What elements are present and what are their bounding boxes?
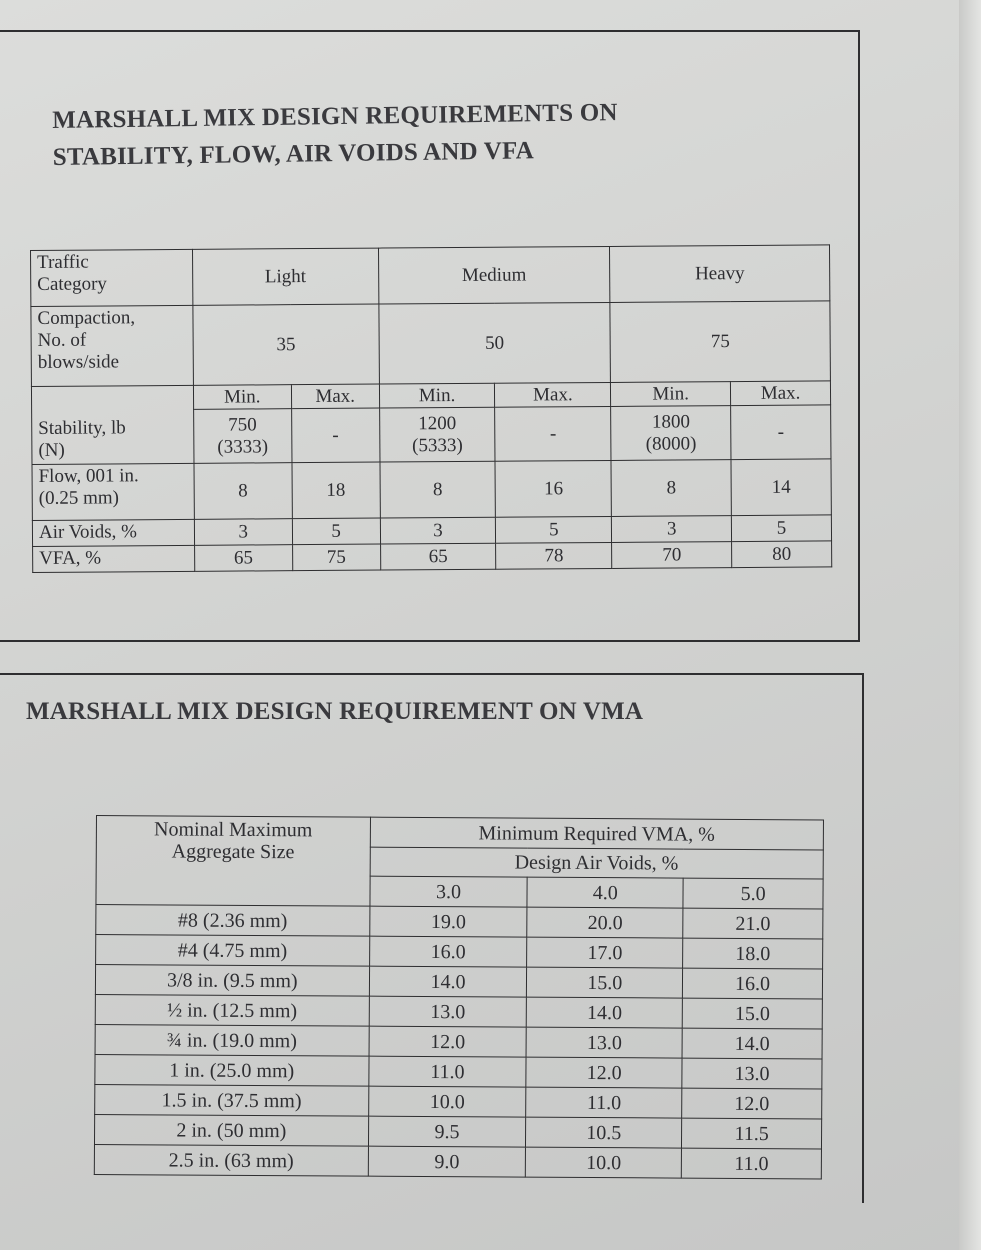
aggregate-size-cell: #8 (2.36 mm) <box>96 905 370 937</box>
flow-light-min: 8 <box>194 463 292 520</box>
stability-table <box>30 244 832 573</box>
vma-value-cell: 16.0 <box>369 936 527 967</box>
traffic-row <box>31 245 830 307</box>
vma-value-cell: 12.0 <box>369 1026 527 1057</box>
stability-medium-min: 1200 (5333) <box>379 407 495 462</box>
vma-value-cell: 16.0 <box>683 968 823 999</box>
aggregate-size-cell: ¾ in. (19.0 mm) <box>95 1024 369 1056</box>
table-row <box>95 1084 822 1118</box>
stability-light-min: 750 (3333) <box>193 409 291 464</box>
vma-section-title: MARSHALL MIX DESIGN REQUIREMENT ON VMA <box>26 698 644 725</box>
vma-value-cell: 11.5 <box>682 1118 822 1149</box>
table-row <box>96 935 823 969</box>
vma-value-cell: 10.0 <box>526 1147 682 1178</box>
vma-value-cell: 12.0 <box>526 1057 682 1088</box>
vfa-heavy-min: 70 <box>612 542 732 569</box>
flow-heavy-max: 14 <box>731 459 831 516</box>
vfa-medium-max: 78 <box>496 542 612 569</box>
traffic-category-label: Traffic Category <box>31 249 193 306</box>
aggregate-size-cell: #4 (4.75 mm) <box>96 935 370 967</box>
vma-value-cell: 20.0 <box>527 907 683 938</box>
table-row <box>95 1054 822 1088</box>
stability-light-max: - <box>291 408 379 463</box>
vma-value-cell: 14.0 <box>369 966 527 997</box>
stability-label: Stability, lb (N) <box>31 385 193 464</box>
compaction-heavy: 75 <box>610 301 830 383</box>
vma-value-cell: 9.5 <box>368 1116 526 1147</box>
air-voids-light-max: 5 <box>292 518 380 545</box>
stability-heavy-max: - <box>731 405 831 460</box>
aggregate-size-cell: ½ in. (12.5 mm) <box>95 994 369 1026</box>
aggregate-size-cell: 2 in. (50 mm) <box>94 1114 368 1146</box>
design-air-voids-header: Design Air Voids, % <box>370 847 824 879</box>
vma-value-cell: 10.0 <box>368 1086 526 1117</box>
vma-value-cell: 11.0 <box>681 1148 821 1179</box>
vma-value-cell: 19.0 <box>369 906 527 937</box>
category-heavy: Heavy <box>610 245 830 303</box>
air-voids-heavy-min: 3 <box>612 516 732 543</box>
flow-label: Flow, 001 in. (0.25 mm) <box>32 463 194 520</box>
vfa-light-max: 75 <box>292 544 380 571</box>
vma-value-cell: 14.0 <box>682 1028 822 1059</box>
vma-value-cell: 9.0 <box>368 1146 526 1177</box>
aggregate-size-cell: 3/8 in. (9.5 mm) <box>95 965 369 997</box>
vma-value-cell: 18.0 <box>683 938 823 969</box>
air-void-level-3: 3.0 <box>370 876 528 907</box>
vma-value-cell: 12.0 <box>682 1088 822 1119</box>
vma-value-cell: 15.0 <box>682 998 822 1029</box>
light-min-label: Min. <box>193 385 291 410</box>
vfa-medium-min: 65 <box>380 543 496 570</box>
heavy-min-label: Min. <box>611 382 731 407</box>
vma-value-cell: 11.0 <box>368 1056 526 1087</box>
vfa-heavy-max: 80 <box>732 541 832 568</box>
table-row <box>95 994 822 1028</box>
aggregate-size-cell: 2.5 in. (63 mm) <box>94 1144 368 1176</box>
title-line-2: STABILITY, FLOW, AIR VOIDS AND VFA <box>52 137 535 171</box>
page-edge <box>959 0 981 1250</box>
light-max-label: Max. <box>291 384 379 409</box>
stability-section-title <box>52 92 753 176</box>
air-voids-heavy-max: 5 <box>731 515 831 542</box>
vma-header-row <box>96 816 823 850</box>
compaction-medium: 50 <box>379 302 611 384</box>
heavy-max-label: Max. <box>731 381 831 406</box>
compaction-label: Compaction, No. of blows/side <box>31 305 193 386</box>
min-vma-header: Minimum Required VMA, % <box>370 817 824 850</box>
table-row <box>95 965 822 999</box>
medium-min-label: Min. <box>379 383 495 408</box>
compaction-light: 35 <box>193 304 379 385</box>
air-void-level-4: 4.0 <box>527 877 683 908</box>
vma-body <box>94 905 823 1179</box>
stability-medium-max: - <box>495 406 611 461</box>
vma-value-cell: 17.0 <box>527 937 683 968</box>
air-voids-medium-max: 5 <box>496 516 612 543</box>
flow-heavy-min: 8 <box>611 460 731 517</box>
air-voids-label: Air Voids, % <box>32 519 194 546</box>
vma-value-cell: 13.0 <box>682 1058 822 1089</box>
flow-medium-min: 8 <box>380 461 496 518</box>
title-line-1: MARSHALL MIX DESIGN REQUIREMENTS ON <box>52 99 618 134</box>
flow-light-max: 18 <box>292 462 380 519</box>
air-voids-light-min: 3 <box>194 519 292 546</box>
air-void-level-5: 5.0 <box>683 878 823 909</box>
table-row <box>95 1024 822 1058</box>
aggregate-size-cell: 1 in. (25.0 mm) <box>95 1054 369 1086</box>
vfa-label: VFA, % <box>33 545 195 572</box>
vma-value-cell: 10.5 <box>526 1117 682 1148</box>
aggregate-size-cell: 1.5 in. (37.5 mm) <box>95 1084 369 1116</box>
table-row <box>96 905 823 939</box>
vma-value-cell: 21.0 <box>683 908 823 939</box>
category-light: Light <box>192 248 378 305</box>
compaction-row <box>31 301 831 387</box>
vma-value-cell: 15.0 <box>527 967 683 998</box>
table-row <box>94 1144 821 1178</box>
medium-max-label: Max. <box>495 382 611 407</box>
vma-table <box>94 815 824 1179</box>
flow-row <box>32 459 831 521</box>
vfa-row <box>33 541 832 573</box>
aggregate-size-header: Nominal Maximum Aggregate Size <box>96 816 370 907</box>
air-voids-medium-min: 3 <box>380 517 496 544</box>
vma-value-cell: 13.0 <box>526 1027 682 1058</box>
vma-value-cell: 14.0 <box>527 997 683 1028</box>
vfa-light-min: 65 <box>194 545 292 572</box>
table-row <box>94 1114 821 1148</box>
flow-medium-max: 16 <box>495 460 611 517</box>
vma-value-cell: 11.0 <box>526 1087 682 1118</box>
vma-value-cell: 13.0 <box>369 996 527 1027</box>
category-medium: Medium <box>378 246 610 304</box>
stability-heavy-min: 1800 (8000) <box>611 406 731 461</box>
